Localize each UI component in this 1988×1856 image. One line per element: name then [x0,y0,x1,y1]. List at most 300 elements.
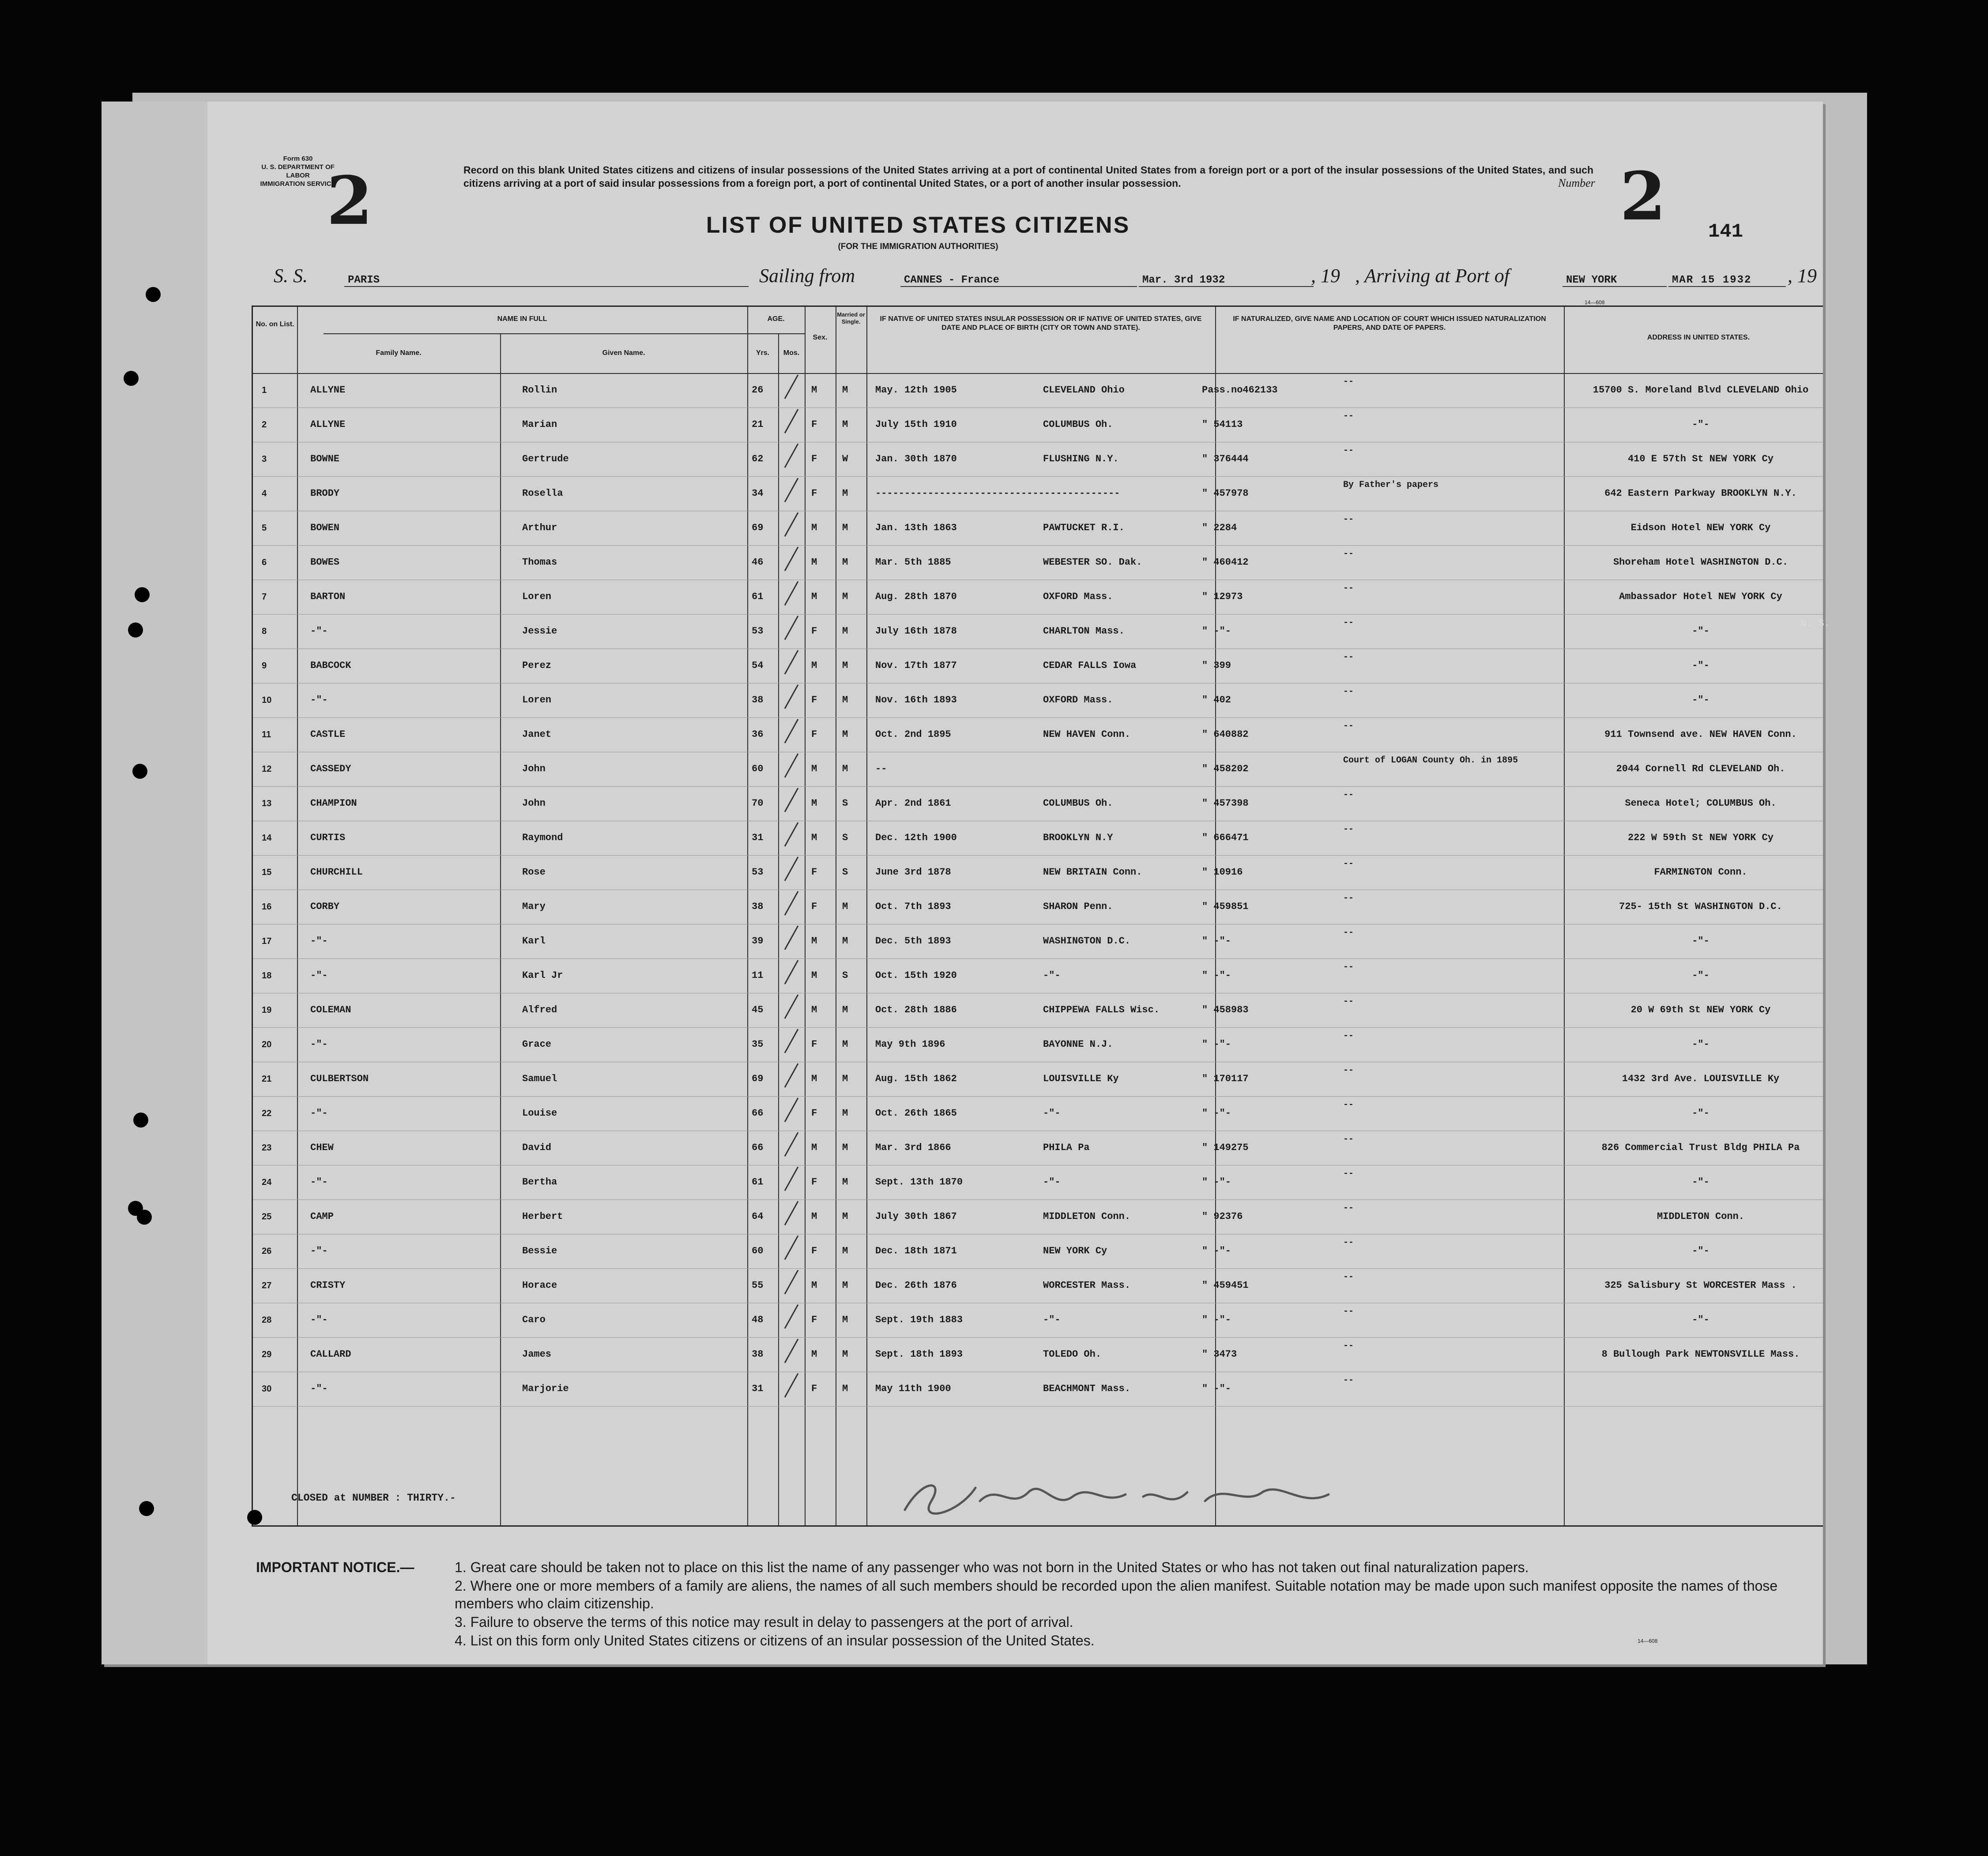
passport-number: " 457398 [1202,798,1249,809]
given-name: Rosella [522,488,563,499]
address: 20 W 69th St NEW YORK Cy [1630,1004,1771,1015]
birth-date: Aug. 15th 1862 [875,1073,957,1084]
table-row [253,407,1823,442]
naturalization-court: -- [1343,824,1354,834]
department: U. S. DEPARTMENT OF LABOR [261,163,335,179]
given-name: Herbert [522,1211,563,1222]
check-mark-icon [783,1198,800,1229]
check-mark-icon [783,888,800,919]
punch-hole [247,1510,262,1525]
age-years: 34 [752,488,764,499]
address: 725- 15th St WASHINGTON D.C. [1619,901,1782,912]
row-number: 6 [262,558,267,567]
naturalization-court: -- [1343,549,1354,559]
marital-status: M [842,660,848,671]
birth-place: LOUISVILLE Ky [1043,1073,1119,1084]
address: 325 Salisbury St WORCESTER Mass . [1604,1280,1797,1291]
table-row [253,958,1823,993]
row-number: 24 [262,1177,272,1187]
marital-status: M [842,1245,848,1256]
marital-status: M [842,1314,848,1325]
sex: M [811,660,817,671]
naturalization-court: -- [1343,652,1354,662]
address: -"- [1692,1314,1709,1325]
family-name: -"- [310,970,328,981]
closing-note: CLOSED at NUMBER : THIRTY.- [291,1492,456,1504]
check-mark-icon [783,371,800,402]
arriving-label: , Arriving at Port of [1355,265,1510,287]
row-number: 10 [262,695,272,705]
check-mark-icon [783,509,800,540]
birth-date: Oct. 28th 1886 [875,1004,957,1015]
naturalization-court: -- [1343,1203,1354,1213]
passport-number: " 666471 [1202,832,1249,843]
family-name: CURTIS [310,832,346,843]
birth-place: NEW YORK Cy [1043,1245,1107,1256]
check-mark-icon [783,1163,800,1194]
check-mark-icon [783,406,800,437]
naturalization-court: -- [1343,1237,1354,1248]
row-number: 15 [262,868,272,877]
row-number: 4 [262,489,267,498]
check-mark-icon [783,681,800,712]
row-number: 9 [262,661,267,671]
birth-date: Dec. 12th 1900 [875,832,957,843]
passport-number: " 149275 [1202,1142,1249,1153]
check-mark-icon [783,578,800,609]
check-mark-icon [783,1060,800,1091]
passport-number: " 457978 [1202,488,1249,499]
sex: M [811,1073,817,1084]
family-name: BARTON [310,591,346,602]
ss-label: S. S. [274,265,308,287]
age-years: 48 [752,1314,764,1325]
row-number: 2 [262,420,267,430]
table-row [253,580,1823,615]
marital-status: M [842,1073,848,1084]
birth-date: Jan. 30th 1870 [875,453,957,464]
marital-status: M [842,557,848,568]
naturalization-court: Court of LOGAN County Oh. in 1895 [1343,755,1518,766]
punch-hole [133,1113,148,1128]
address: 1432 3rd Ave. LOUISVILLE Ky [1622,1073,1780,1084]
row-number: 8 [262,626,267,636]
sex: M [811,798,817,809]
age-years: 61 [752,1177,764,1188]
passport-number: " 399 [1202,660,1231,671]
sex: M [811,936,817,947]
punch-hole [135,587,150,602]
birth-date: Oct. 7th 1893 [875,901,951,912]
naturalization-court: -- [1343,445,1354,456]
age-years: 36 [752,729,764,740]
naturalization-court: -- [1343,1100,1354,1110]
check-mark-icon [783,475,800,505]
address: -"- [1692,419,1709,430]
age-years: 35 [752,1039,764,1050]
age-years: 64 [752,1211,764,1222]
footer-code-top: 14—608 [1585,299,1605,306]
naturalization-court: -- [1343,721,1354,731]
header-married: Married or Single. [837,311,865,325]
check-mark-icon [783,543,800,574]
sex: M [811,832,817,843]
naturalization-court: -- [1343,1031,1354,1041]
age-subdivider [747,333,805,334]
punch-hole [128,1201,143,1216]
marital-status: M [842,936,848,947]
given-name: Thomas [522,557,557,568]
address: Eidson Hotel NEW YORK Cy [1630,522,1771,533]
birth-date: May 9th 1896 [875,1039,945,1050]
family-name: -"- [310,1314,328,1325]
birth-date: Aug. 28th 1870 [875,591,957,602]
sex: M [811,970,817,981]
birth-place: CHARLTON Mass. [1043,626,1125,637]
marital-status: M [842,1349,848,1360]
address: FARMINGTON Conn. [1654,867,1747,878]
birth-date: Mar. 3rd 1866 [875,1142,951,1153]
header-yrs: Yrs. [756,349,770,357]
family-name: ALLYNE [310,385,346,396]
form-number: Form 630 [283,155,313,162]
marital-status: M [842,522,848,533]
given-name: Gertrude [522,453,569,464]
row-number: 17 [262,936,272,946]
big-left-number: 2 [327,162,373,240]
table-row [253,614,1823,649]
row-number: 28 [262,1315,272,1325]
marital-status: M [842,1108,848,1119]
row-number: 22 [262,1109,272,1118]
notice-item-4: 4. List on this form only United States citizens or citizens of an insular possession of the United States. [455,1633,1095,1649]
sex: F [811,1039,817,1050]
family-name: -"- [310,1245,328,1256]
birth-place: WORCESTER Mass. [1043,1280,1131,1291]
birth-date: Oct. 2nd 1895 [875,729,951,740]
row-number: 3 [262,454,267,464]
naturalization-court: -- [1343,1134,1354,1144]
naturalization-court: -- [1343,790,1354,800]
naturalization-court: -- [1343,1375,1354,1385]
sex: M [811,1004,817,1015]
birth-place: BAYONNE N.J. [1043,1039,1113,1050]
given-name: Karl [522,936,546,947]
notice-item-3: 3. Failure to observe the terms of this notice may result in delay to passengers at the port of arrival. [455,1614,1073,1630]
table-row [253,1096,1823,1131]
age-years: 69 [752,1073,764,1084]
page-subtitle: (FOR THE IMMIGRATION AUTHORITIES) [838,242,998,251]
table-row [253,1372,1823,1407]
marital-status: M [842,419,848,430]
passport-number: " -"- [1202,1108,1231,1119]
age-years: 11 [752,970,764,981]
row-number: 1 [262,385,267,395]
passport-number: " -"- [1202,1383,1231,1394]
page-title: LIST OF UNITED STATES CITIZENS [706,212,1130,238]
passport-number: " 2284 [1202,522,1237,533]
birth-date: July 15th 1910 [875,419,957,430]
naturalization-court: -- [1343,618,1354,628]
row-number: 27 [262,1281,272,1290]
punch-hole [146,287,161,302]
family-name: CASTLE [310,729,346,740]
birth-date: Oct. 26th 1865 [875,1108,957,1119]
sex: F [811,694,817,705]
table-row [253,476,1823,511]
passport-number: " 3473 [1202,1349,1237,1360]
address: Seneca Hotel; COLUMBUS Oh. [1625,798,1777,809]
address: 826 Commercial Trust Bldg PHILA Pa [1601,1142,1800,1153]
naturalization-court: By Father's papers [1343,480,1439,490]
sex: F [811,1108,817,1119]
address: 642 Eastern Parkway BROOKLYN N.Y. [1604,488,1797,499]
passport-number: " 459851 [1202,901,1249,912]
naturalization-court: -- [1343,1169,1354,1179]
naturalization-court: -- [1343,1272,1354,1282]
family-name: CASSEDY [310,763,351,774]
sex: M [811,385,817,396]
marital-status: M [842,1039,848,1050]
given-name: Arthur [522,522,557,533]
punch-hole [139,1501,154,1516]
row-number: 12 [262,764,272,774]
birth-place: WEBESTER SO. Dak. [1043,557,1142,568]
birth-place: SHARON Penn. [1043,901,1113,912]
family-name: -"- [310,1108,328,1119]
naturalization-court: -- [1343,893,1354,903]
row-number: 30 [262,1384,272,1394]
birth-place: PAWTUCKET R.I. [1043,522,1125,533]
passport-number: Pass.no462133 [1202,385,1278,396]
table-row [253,1131,1823,1166]
table-row [253,717,1823,752]
marital-status: M [842,1211,848,1222]
birth-date: Mar. 5th 1885 [875,557,951,568]
check-mark-icon [783,1094,800,1125]
age-years: 38 [752,901,764,912]
check-mark-icon [783,612,800,643]
given-name: Mary [522,901,546,912]
birth-place: -"- [1043,1177,1061,1188]
age-years: 38 [752,1349,764,1360]
family-name: CRISTY [310,1280,346,1291]
birth-place: CLEVELAND Ohio [1043,385,1125,396]
naturalization-court: -- [1343,1341,1354,1351]
marital-status: M [842,901,848,912]
birth-date: ------------------------------------------ [875,488,1120,499]
birth-place: PHILA Pa [1043,1142,1090,1153]
big-right-number: 2 [1620,158,1666,235]
birth-date: May 11th 1900 [875,1383,951,1394]
marital-status: M [842,729,848,740]
family-name: CULBERTSON [310,1073,369,1084]
header-age: AGE. [767,315,785,323]
marital-status: M [842,1383,848,1394]
birth-date: Dec. 5th 1893 [875,936,951,947]
address: -"- [1692,1108,1709,1119]
family-name: -"- [310,626,328,637]
check-mark-icon [783,922,800,953]
arrival-port: NEW YORK [1563,274,1667,287]
age-years: 31 [752,1383,764,1394]
sex: F [811,488,817,499]
passport-number: " 92376 [1202,1211,1243,1222]
given-name: Perez [522,660,552,671]
address: -"- [1692,1245,1709,1256]
given-name: Alfred [522,1004,557,1015]
given-name: Bessie [522,1245,557,1256]
address: -"- [1692,626,1709,637]
check-mark-icon [783,957,800,988]
marital-status: S [842,970,848,981]
birth-place: NEW HAVEN Conn. [1043,729,1131,740]
age-years: 69 [752,522,764,533]
birth-date: July 16th 1878 [875,626,957,637]
given-name: Samuel [522,1073,557,1084]
age-years: 46 [752,557,764,568]
birth-place: -"- [1043,970,1061,981]
marital-status: M [842,626,848,637]
family-name: BABCOCK [310,660,351,671]
table-row [253,649,1823,683]
family-name: -"- [310,694,328,705]
given-name: John [522,763,546,774]
marital-status: M [842,1142,848,1153]
header-sex: Sex. [813,334,828,341]
sex: F [811,1314,817,1325]
birth-date: -- [875,763,887,774]
birth-place: COLUMBUS Oh. [1043,798,1113,809]
birth-place: COLUMBUS Oh. [1043,419,1113,430]
birth-place: WASHINGTON D.C. [1043,936,1131,947]
notice-lead: IMPORTANT NOTICE.— [256,1559,414,1575]
birth-date: Nov. 17th 1877 [875,660,957,671]
age-years: 53 [752,626,764,637]
naturalization-court: -- [1343,687,1354,697]
header-no: No. on List. [256,321,294,328]
table-row [253,1165,1823,1200]
check-mark-icon [783,785,800,815]
birth-date: Sept. 13th 1870 [875,1177,963,1188]
marital-status: M [842,1004,848,1015]
instructions: Record on this blank United States citizens and citizens of insular possessions of the United States arriving at a port of continental United States from a foreign port or a port of the insular possessions of the United States, and such citizens arriving at a port of said insular possessions from a foreign port, a port of continental United States, or a port of another insular possession. [463,164,1593,189]
birth-date: Apr. 2nd 1861 [875,798,951,809]
sex: F [811,1245,817,1256]
sex: M [811,1280,817,1291]
marital-status: M [842,591,848,602]
sex: F [811,626,817,637]
given-name: John [522,798,546,809]
birth-date: July 30th 1867 [875,1211,957,1222]
address: 911 Townsend ave. NEW HAVEN Conn. [1604,729,1797,740]
check-mark-icon [783,647,800,678]
header-mos: Mos. [783,349,800,357]
table-row [253,1027,1823,1062]
naturalization-court: -- [1343,1065,1354,1075]
naturalization-court: -- [1343,377,1354,387]
sex: M [811,1211,817,1222]
sailing-date: Mar. 3rd 1932 [1139,274,1314,287]
family-name: -"- [310,1039,328,1050]
row-number: 11 [262,730,271,739]
age-years: 39 [752,936,764,947]
inspector-signature [896,1470,1382,1523]
marital-status: M [842,488,848,499]
family-name: BOWES [310,557,340,568]
family-name: CAMP [310,1211,334,1222]
given-name: Rollin [522,385,557,396]
check-mark-icon [783,991,800,1022]
row-number: 26 [262,1246,272,1256]
naturalization-court: -- [1343,514,1354,524]
table-row [253,890,1823,924]
punch-hole [124,371,139,386]
voyage-line [274,260,1817,291]
check-mark-icon [783,1232,800,1263]
sailing-port: CANNES - France [900,274,1137,287]
given-name: Marian [522,419,557,430]
age-years: 26 [752,385,764,396]
age-years: 45 [752,1004,764,1015]
check-mark-icon [783,819,800,850]
side-mark: N. S. [1801,618,1830,629]
table-row [253,855,1823,890]
table-row [253,821,1823,856]
birth-place: NEW BRITAIN Conn. [1043,867,1142,878]
passport-number: " 10916 [1202,867,1243,878]
table-row [253,993,1823,1028]
address: -"- [1692,1039,1709,1050]
naturalization-court: -- [1343,996,1354,1007]
table-row [253,1062,1823,1097]
given-name: Louise [522,1108,557,1119]
birth-date: May. 12th 1905 [875,385,957,396]
birth-date: Sept. 19th 1883 [875,1314,963,1325]
check-mark-icon [783,1026,800,1056]
row-number: 13 [262,799,272,808]
birth-date: June 3rd 1878 [875,867,951,878]
birth-place: CHIPPEWA FALLS Wisc. [1043,1004,1160,1015]
passport-number: " -"- [1202,1039,1231,1050]
check-mark-icon [783,1301,800,1332]
check-mark-icon [783,853,800,884]
given-name: David [522,1142,552,1153]
table-row [253,442,1823,477]
family-name: -"- [310,1177,328,1188]
address: 2044 Cornell Rd CLEVELAND Oh. [1616,763,1785,774]
arrival-stamp: MAR 15 1932 [1668,274,1786,287]
sex: F [811,1177,817,1188]
family-name: COLEMAN [310,1004,351,1015]
marital-status: M [842,1280,848,1291]
row-number: 14 [262,833,272,843]
passenger-table [252,306,1823,1527]
check-mark-icon [783,1267,800,1298]
age-years: 61 [752,591,764,602]
family-name: BOWEN [310,522,340,533]
given-name: Horace [522,1280,557,1291]
table-row [253,1200,1823,1234]
birth-place: TOLEDO Oh. [1043,1349,1102,1360]
age-years: 55 [752,1280,764,1291]
address: 8 Bullough Park NEWTONSVILLE Mass. [1601,1349,1800,1360]
passport-number: " -"- [1202,1245,1231,1256]
row-number: 16 [262,902,272,912]
table-row [253,752,1823,787]
family-name: -"- [310,1383,328,1394]
address: 222 W 59th St NEW YORK Cy [1627,832,1774,843]
